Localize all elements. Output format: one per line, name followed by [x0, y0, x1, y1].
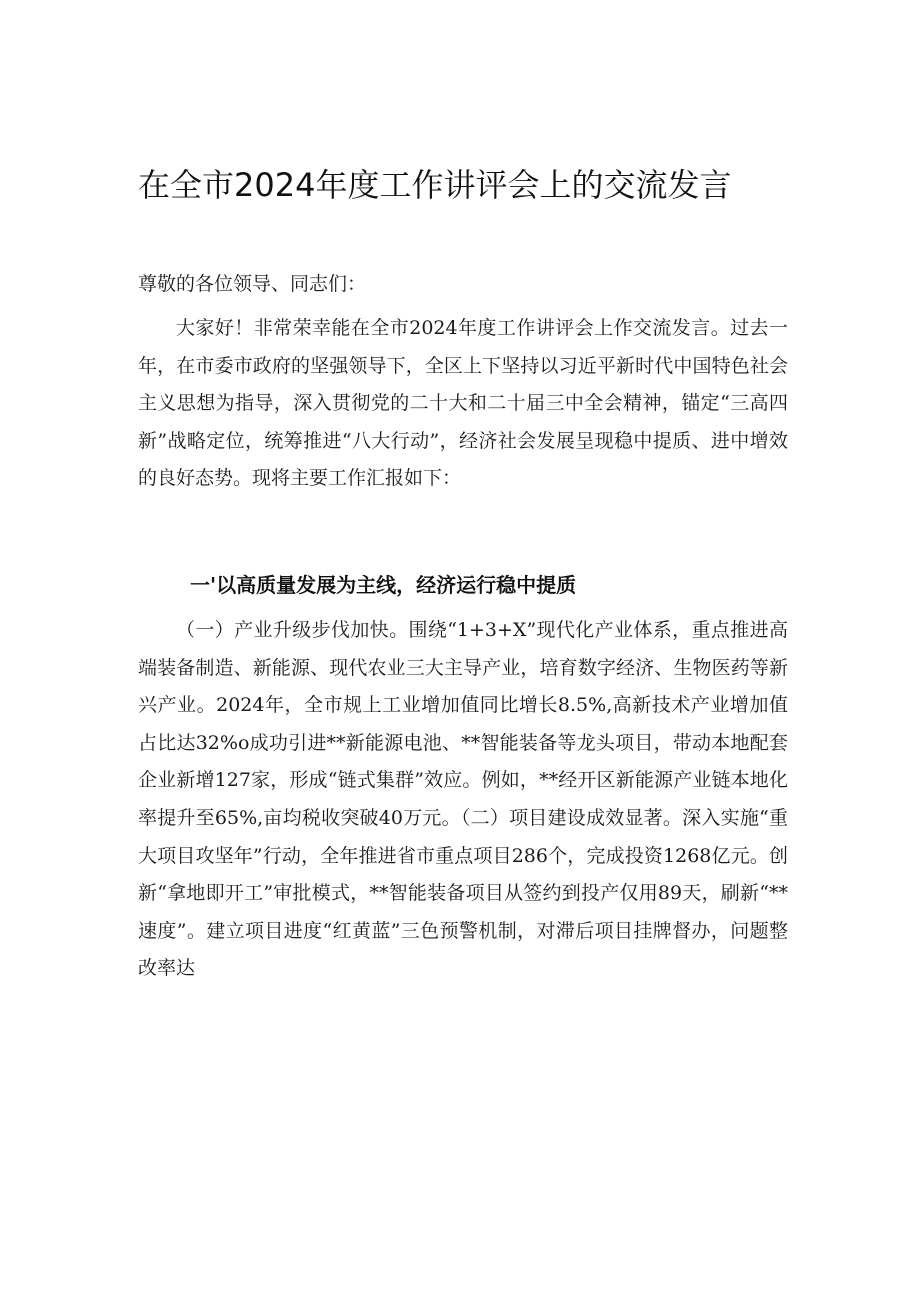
intro-paragraph: 大家好！非常荣幸能在全市2024年度工作讲评会上作交流发言。过去一年，在市委市政府的坚强领导下，全区上下坚持以习近平新时代中国特色社会主义思想为指导，深入贯彻党的二十大和二十届三中全会精神，锚定“三高四新”战略定位，统筹推进“八大行动”，经济社会发展呈现稳中提质、进中增效的良好态势。现将主要工作汇报如下： — [138, 317, 788, 490]
industry-paragraph: （一）产业升级步伐加快。围绕“1+3+X”现代化产业体系，重点推进高端装备制造、新能源、现代农业三大主导产业，培育数字经济、生物医药等新兴产业。2024年，全市规上工业增加值同比增长8.5%,高新技术产业增加值占比达32%o成功引进**新能源电池、**智能装备等龙头项目，带动本地配套企业新增127家，形成“链式集群”效应。例如，**经开区新能源产业链本地化率提升至65%,亩均税收突破40万元。（二）项目建设成效显著。深入实施“重大项目攻坚年”行动，全年推进省市重点项目286个，完成投资1268亿元。创新“拿地即开工”审批模式，**智能装备项目从签约到投产仅用89天，刷新“**速度”。建立项目进度“红黄蓝”三色预警机制，对滞后项目挂牌督办，问题整改率达 — [138, 619, 788, 980]
document-title: 在全市2024年度工作讲评会上的交流发言 — [138, 166, 732, 204]
section-one-heading: 一'以高质量发展为主线，经济运行稳中提质 — [190, 573, 577, 597]
salutation: 尊敬的各位领导、同志们： — [138, 273, 367, 295]
